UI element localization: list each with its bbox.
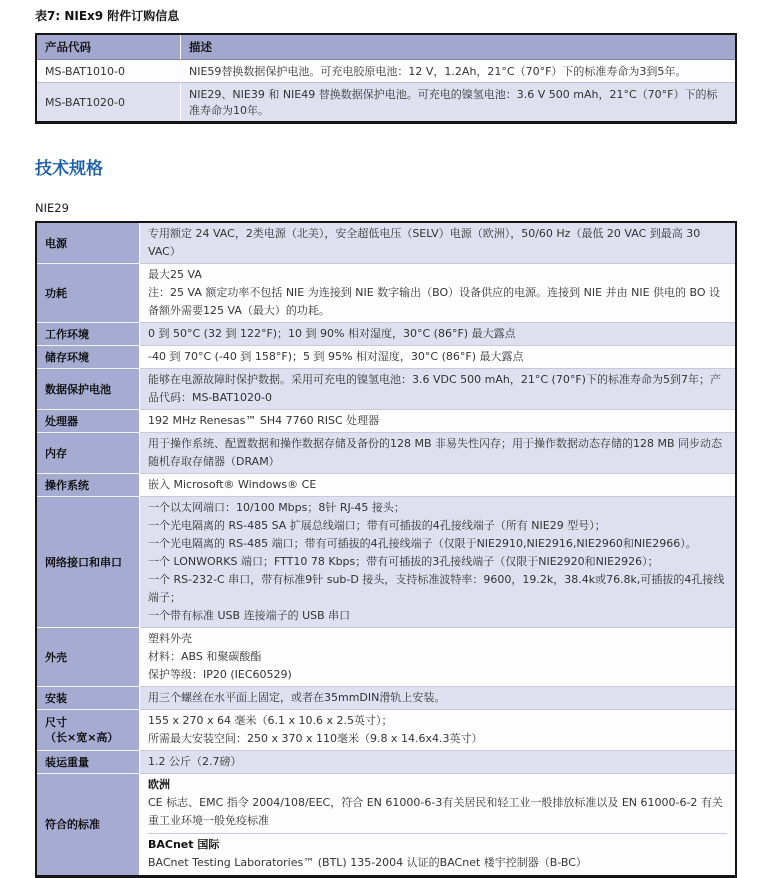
spec-value-line: 一个 RS-232-C 串口，带有标准9针 sub-D 接头，支持标准波特率：9600，19.2k，38.4k或76.8k,可插拔的4孔接线端子； — [148, 573, 725, 604]
spec-value: 用于操作系统、配置数据和操作数据存储及备份的128 MB 非易失性闪存；用于操作数据动态存储的128 MB 同步动态随机存取存储器（DRAM） — [140, 433, 735, 474]
spec-value: 192 MHz Renesas™ SH4 7760 RISC 处理器 — [140, 410, 735, 433]
column-header-product-code: 产品代码 — [37, 35, 181, 60]
spec-label: 工作环境 — [37, 323, 140, 346]
spec-label: 外壳 — [37, 628, 140, 687]
spec-value-line: 保护等级：IP20 (IEC60529) — [148, 668, 292, 681]
spec-label: 数据保护电池 — [37, 369, 140, 410]
spec-value-line: 一个光电隔离的 RS-485 SA 扩展总线端口；带有可插拔的4孔接线端子（所有 NIE29 型号）； — [148, 519, 606, 532]
spec-value: 0 到 50°C (32 到 122°F)；10 到 90% 相对湿度，30°C (86°F) 最大露点 — [140, 323, 735, 346]
spec-row-battery — [37, 369, 735, 410]
description-cell: NIE29、NIE39 和 NIE49 替换数据保护电池。可充电的镍氢电池：3.6 V 500 mAh，21°C（70°F）下的标准寿命为10年。 — [181, 83, 735, 121]
table7-title: 表7: NIEx9 附件订购信息 — [35, 9, 180, 23]
spec-label: 功耗 — [37, 264, 140, 323]
spec-value: 能够在电源故障时保护数据。采用可充电的镍氢电池：3.6 VDC 500 mAh，21°C (70°F)下的标准寿命为5到7年；产品代码：MS-BAT1020-0 — [140, 369, 735, 410]
spec-value: 1.2 公斤（2.7磅） — [140, 751, 735, 774]
spec-row-shipping-weight — [37, 751, 735, 774]
spec-value-line: 一个 LONWORKS 端口；FTT10 78 Kbps；带有可插拔的3孔接线端子（仅限于NIE2920和NIE2926）； — [148, 555, 659, 568]
spec-label: 储存环境 — [37, 346, 140, 369]
spec-row-memory — [37, 433, 735, 474]
spec-value-line: 一个以太网端口：10/100 Mbps；8针 RJ-45 接头； — [148, 501, 405, 514]
spec-value-line: 注：25 VA 额定功率不包括 NIE 为连接到 NIE 数字输出（BO）设备供应的电源。连接到 NIE 并由 NIE 供电的 BO 设备额外需要125 VA（最大）的功耗。 — [148, 286, 721, 317]
section-title: 技术规格 — [35, 159, 103, 179]
accessory-header-row — [37, 35, 735, 60]
column-header-description: 描述 — [181, 35, 735, 60]
spec-value — [140, 497, 735, 628]
spec-label: 处理器 — [37, 410, 140, 433]
spec-row-network — [37, 497, 735, 628]
spec-row-processor — [37, 410, 735, 433]
spec-row-enclosure — [37, 628, 735, 687]
product-code-cell: MS-BAT1020-0 — [37, 83, 181, 121]
spec-label: 安装 — [37, 687, 140, 710]
spec-value: 专用额定 24 VAC，2类电源（北美），安全超低电压（SELV）电源（欧洲），50/60 Hz（最低 20 VAC 到最高 30 VAC） — [140, 223, 735, 264]
spec-label-line: 尺寸 — [45, 716, 67, 729]
product-code-cell: MS-BAT1010-0 — [37, 60, 181, 83]
compliance-europe-text: CE 标志、EMC 指令 2004/108/EEC，符合 EN 61000-6-3有关居民和轻工业一般排放标准以及 EN 61000-6-2 有关重工业环境一般免疫标准 — [148, 796, 723, 827]
description-cell: NIE59替换数据保护电池。可充电胶原电池：12 V，1.2Ah，21°C（70°F）下的标准寿命为3到5年。 — [181, 60, 735, 83]
spec-row-operating-env — [37, 323, 735, 346]
model-subtitle: NIE29 — [35, 201, 69, 215]
spec-value-line: 材料：ABS 和聚碳酸酯 — [148, 650, 262, 663]
spec-value-line: 一个光电隔离的 RS-485 端口；带有可插拔的4孔接线端子（仅限于NIE2910,NIE2916,NIE2960和NIE2966）。 — [148, 537, 697, 550]
spec-label: 装运重量 — [37, 751, 140, 774]
spec-label: 内存 — [37, 433, 140, 474]
spec-value: 嵌入 Microsoft® Windows® CE — [140, 474, 735, 497]
spec-label: 符合的标准 — [37, 774, 140, 875]
spec-table — [35, 221, 737, 878]
table-row — [37, 60, 735, 83]
table-row — [37, 83, 735, 121]
spec-value-line: 一个带有标准 USB 连接端子的 USB 串口 — [148, 609, 351, 622]
spec-row-power — [37, 223, 735, 264]
spec-value — [140, 628, 735, 687]
spec-label-line: （长×宽×高） — [45, 731, 119, 744]
compliance-bacnet-block — [148, 833, 727, 875]
spec-value — [140, 710, 735, 751]
spec-value-line: 塑料外壳 — [148, 632, 192, 645]
spec-label: 操作系统 — [37, 474, 140, 497]
compliance-europe-title: 欧洲 — [148, 778, 170, 791]
spec-value-line: 最大25 VA — [148, 268, 202, 281]
compliance-bacnet-title: BACnet 国际 — [148, 838, 220, 851]
spec-row-compliance — [37, 774, 735, 875]
spec-row-storage-env — [37, 346, 735, 369]
compliance-europe-block — [148, 774, 727, 833]
spec-label: 网络接口和串口 — [37, 497, 140, 628]
spec-value-line: 155 x 270 x 64 毫米（6.1 x 10.6 x 2.5英寸）； — [148, 714, 393, 727]
compliance-bacnet-text: BACnet Testing Laboratories™ (BTL) 135-2004 认证的BACnet 楼宇控制器（B-BC） — [148, 856, 587, 869]
spec-value — [140, 264, 735, 323]
spec-value-line: 所需最大安装空间：250 x 370 x 110毫米（9.8 x 14.6x4.3英寸） — [148, 732, 483, 745]
accessory-order-table — [35, 33, 737, 124]
spec-value — [140, 774, 735, 875]
spec-label — [37, 710, 140, 751]
spec-row-dimensions — [37, 710, 735, 751]
spec-label: 电源 — [37, 223, 140, 264]
spec-row-mounting — [37, 687, 735, 710]
spec-row-consumption — [37, 264, 735, 323]
spec-value: -40 到 70°C (-40 到 158°F)；5 到 95% 相对湿度，30°C (86°F) 最大露点 — [140, 346, 735, 369]
spec-row-os — [37, 474, 735, 497]
spec-value: 用三个螺丝在水平面上固定，或者在35mmDIN滑轨上安装。 — [140, 687, 735, 710]
